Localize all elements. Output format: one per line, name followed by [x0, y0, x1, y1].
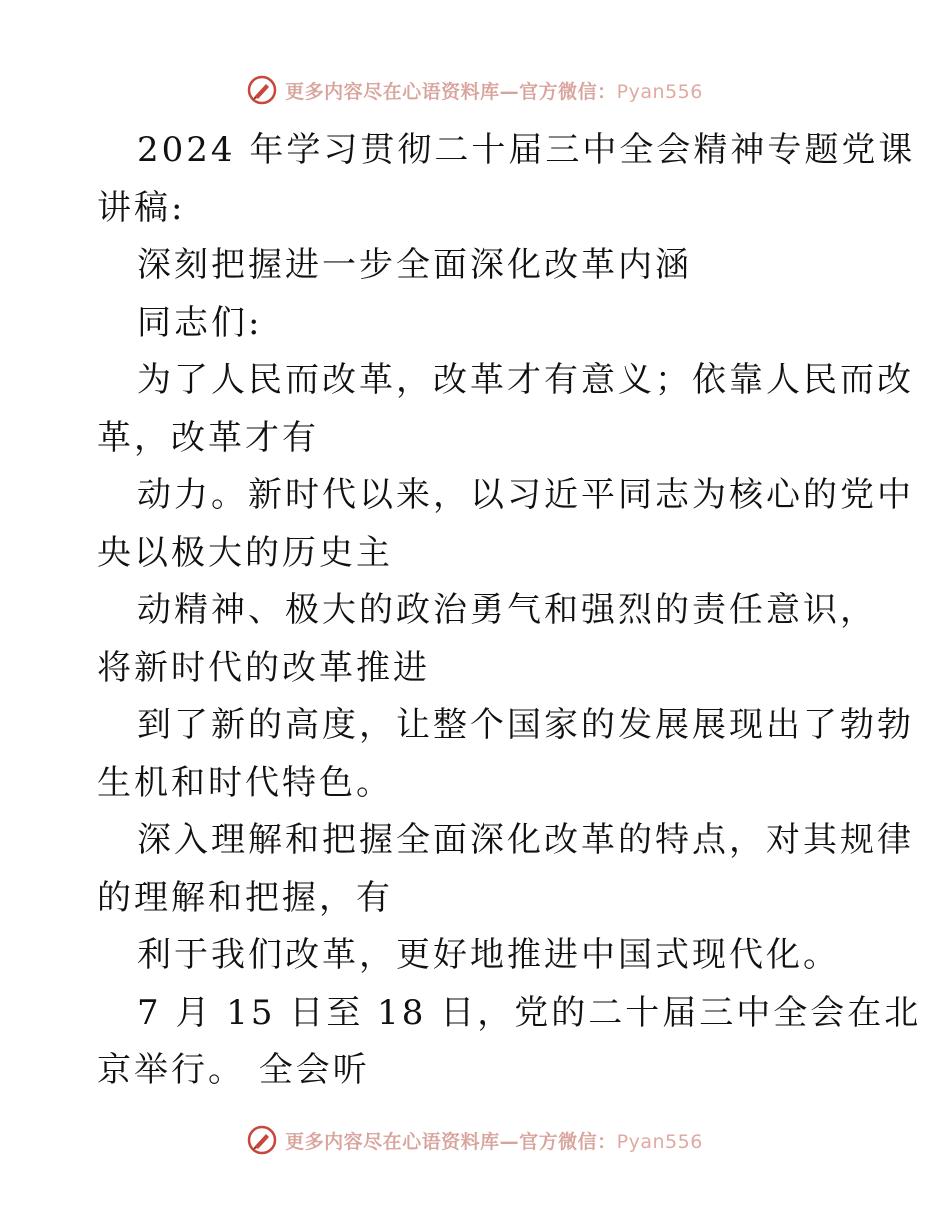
watermark-text: 更多内容尽在心语资料库—官方微信：Pyan556 — [285, 80, 703, 103]
document-body — [97, 122, 922, 1100]
text-line: 动力。新时代以来，以习近平同志为核心的党中 — [137, 475, 914, 515]
text-line: 央以极大的历史主 — [97, 532, 393, 573]
text-line: 将新时代的改革推进 — [97, 647, 430, 688]
text-line: 生机和时代特色。 — [97, 762, 393, 803]
text-line: 动精神、极大的政治勇气和强烈的责任意识， — [137, 590, 877, 630]
footer-watermark — [0, 1120, 950, 1160]
text-line: 2024 年学习贯彻二十届三中全会精神专题党课 — [137, 130, 916, 170]
text-line: 7 月 15 日至 18 日，党的二十届三中全会在北 — [137, 992, 922, 1033]
text-line: 同志们: — [137, 302, 263, 343]
text-line: 的理解和把握，有 — [97, 877, 393, 918]
header-watermark — [0, 70, 950, 110]
text-line: 京举行。 全会听 — [97, 1050, 370, 1090]
text-line: 到了新的高度，让整个国家的发展展现出了勃勃 — [137, 705, 914, 745]
text-line: 利于我们改革，更好地推进中国式现代化。 — [137, 935, 840, 975]
watermark-text: 更多内容尽在心语资料库—官方微信：Pyan556 — [285, 1130, 703, 1153]
text-line: 深刻把握进一步全面深化改革内涵 — [137, 245, 692, 285]
pen-logo-icon — [247, 1125, 277, 1155]
text-line: 为了人民而改革，改革才有意义；依靠人民而改 — [137, 360, 914, 400]
text-line: 革，改革才有 — [97, 417, 319, 458]
pen-logo-icon — [247, 75, 277, 105]
text-line: 深入理解和把握全面深化改革的特点，对其规律 — [137, 820, 914, 860]
text-line: 讲稿: — [97, 187, 186, 228]
